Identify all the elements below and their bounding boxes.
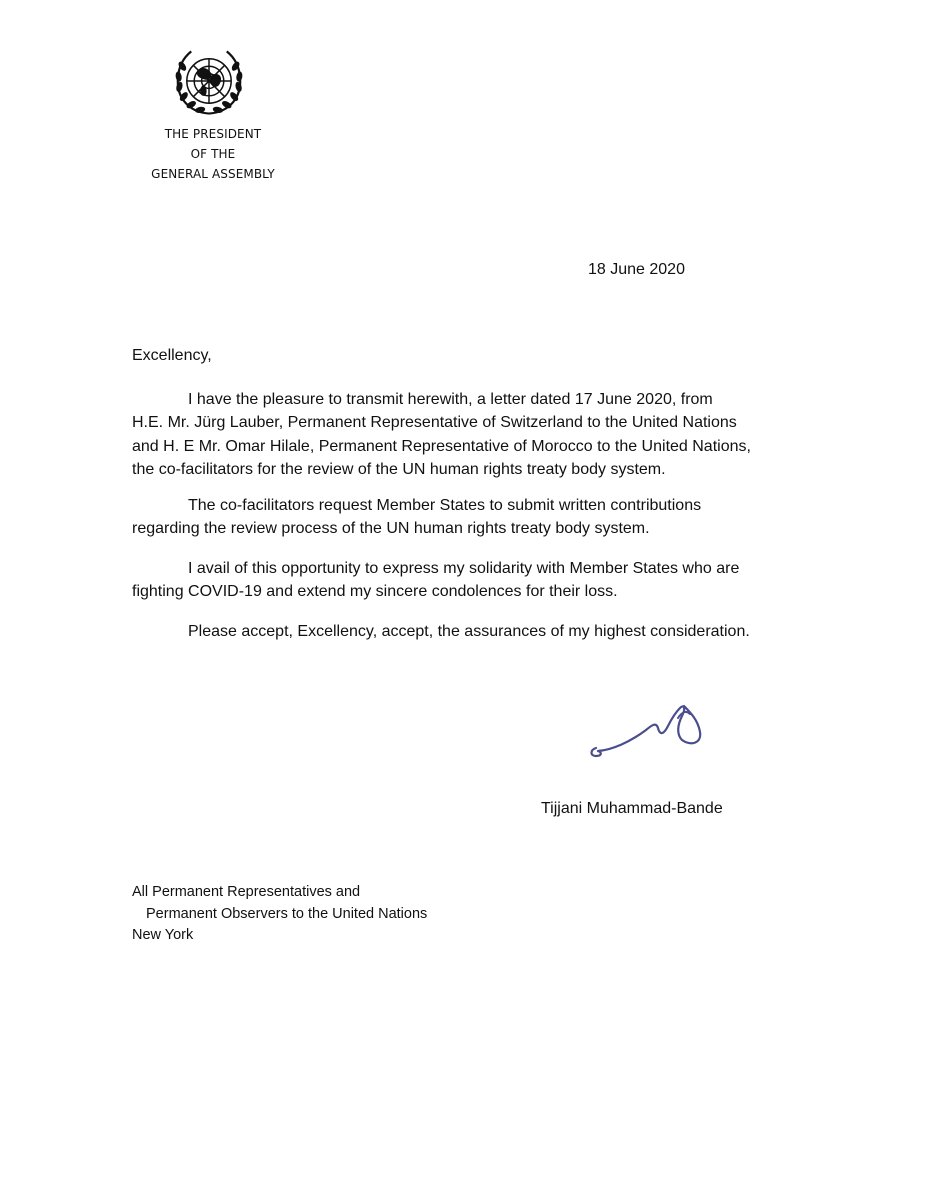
paragraph-line: Please accept, Excellency, accept, the assurances of my highest consideration.	[188, 623, 750, 640]
paragraph-line: H.E. Mr. Jürg Lauber, Permanent Representative of Switzerland to the United Nations	[132, 414, 737, 432]
addressee-line: New York	[132, 927, 194, 943]
letterhead-line: THE PRESIDENT	[164, 127, 262, 141]
handwritten-signature	[586, 694, 706, 760]
paragraph-line: The co-facilitators request Member States to submit written contributions	[188, 497, 702, 514]
paragraph-line: fighting COVID-19 and extend my sincere condolences for their loss.	[132, 583, 618, 601]
paragraph-line: I avail of this opportunity to express my solidarity with Member States who are	[188, 560, 740, 577]
signatory-name: Tijjani Muhammad-Bande	[541, 800, 723, 817]
addressee-line: All Permanent Representatives and	[132, 884, 361, 900]
letterhead	[148, 124, 278, 184]
paragraph-line: and H. E Mr. Omar Hilale, Permanent Representative of Morocco to the United Nations,	[132, 437, 751, 455]
body-paragraph	[132, 494, 701, 541]
closing-paragraph	[132, 620, 750, 643]
paragraph-line: I have the pleasure to transmit herewith, a letter dated 17 June 2020, from	[188, 391, 713, 408]
body-paragraph	[132, 388, 751, 481]
paragraph-line: regarding the review process of the UN human rights treaty body system.	[132, 520, 650, 538]
un-emblem-icon	[172, 44, 246, 118]
salutation: Excellency,	[132, 347, 212, 364]
body-paragraph	[132, 557, 739, 604]
addressee-line: Permanent Observers to the United Nations	[146, 905, 428, 922]
paragraph-line: the co-facilitators for the review of the UN human rights treaty body system.	[132, 460, 666, 478]
letterhead-line: OF THE	[190, 147, 236, 161]
letter-date: 18 June 2020	[588, 261, 685, 278]
addressee-block	[132, 882, 427, 947]
letterhead-line: GENERAL ASSEMBLY	[151, 167, 275, 181]
